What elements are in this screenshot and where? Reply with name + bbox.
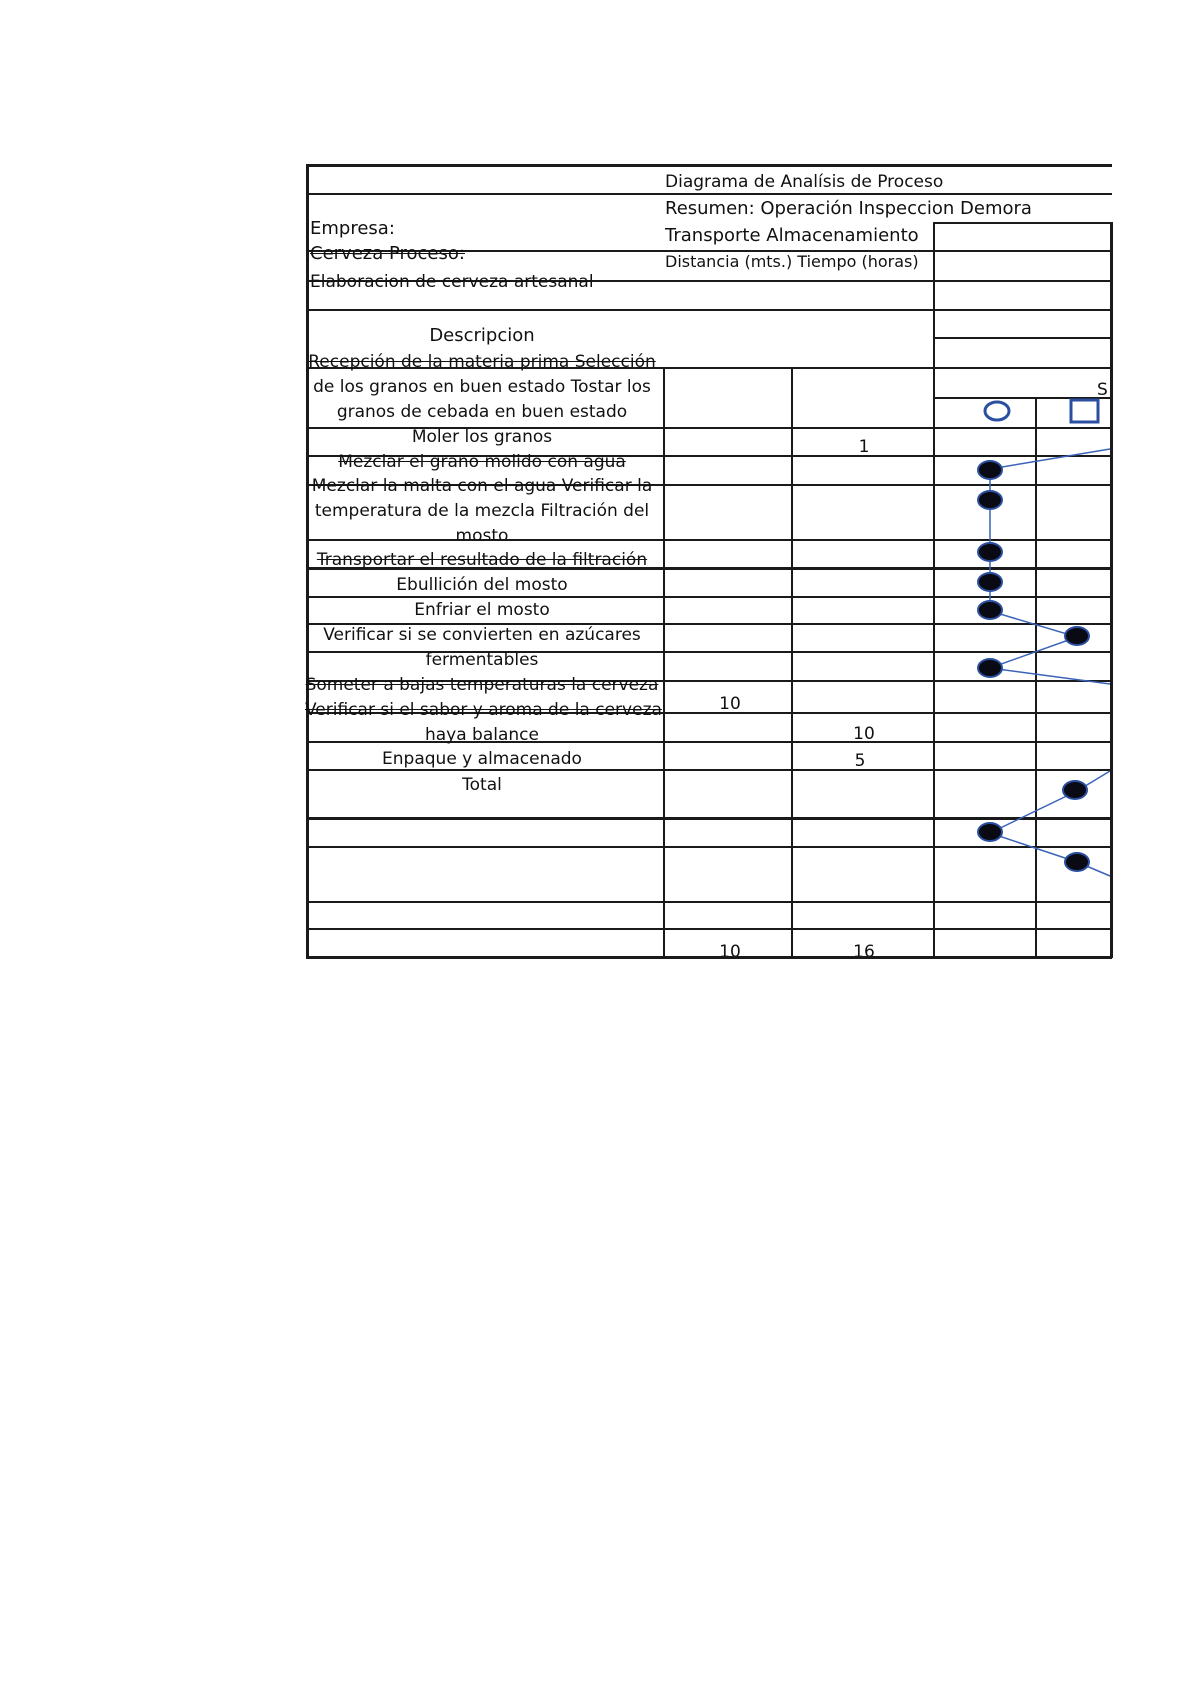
operation-dot bbox=[978, 543, 1002, 561]
resumen-label: Resumen: Operación Inspeccion Demora bbox=[665, 198, 1032, 219]
flow-connector bbox=[990, 611, 1077, 637]
desc-line: Moler los granos bbox=[411, 427, 553, 447]
descripcion-header: Descripcion bbox=[429, 325, 535, 346]
desc-line: temperatura de la mezcla Filtración del bbox=[314, 501, 650, 521]
inspection-dot bbox=[1065, 627, 1089, 645]
operation-dot bbox=[978, 823, 1002, 841]
desc-line: haya balance bbox=[424, 725, 539, 745]
desc-line: Someter a bajas temperaturas la cerveza bbox=[305, 675, 659, 695]
diagram-title: Diagrama de Analísis de Proceso bbox=[665, 172, 944, 192]
distancia-value: 10 bbox=[719, 694, 741, 714]
distancia-label: Distancia (mts.) Tiempo (horas) bbox=[665, 252, 919, 271]
desc-line: Enpaque y almacenado bbox=[382, 749, 582, 769]
flow-connector bbox=[990, 791, 1077, 833]
flow-connector bbox=[990, 668, 1110, 684]
desc-line: Mezclar el grano molido con agua bbox=[338, 452, 626, 472]
desc-line-total: Total bbox=[462, 775, 502, 795]
flow-connector bbox=[990, 833, 1077, 862]
desc-line: Enfriar el mosto bbox=[414, 600, 550, 620]
flow-connector bbox=[990, 449, 1110, 469]
empresa-label: Empresa: bbox=[310, 218, 395, 239]
tiempo-value: 5 bbox=[854, 751, 866, 771]
square-icon bbox=[1071, 400, 1098, 422]
operation-dot bbox=[978, 659, 1002, 677]
desc-line: Mezclar la malta con el agua Verificar la bbox=[311, 476, 653, 496]
s-column-label: S bbox=[1097, 380, 1108, 400]
operation-dot bbox=[978, 601, 1002, 619]
desc-line: de los granos en buen estado Tostar los bbox=[313, 377, 651, 397]
operation-dot bbox=[978, 461, 1002, 479]
total-distancia: 10 bbox=[719, 942, 741, 956]
desc-line: Ebullición del mosto bbox=[396, 575, 568, 595]
circle-icon bbox=[985, 402, 1009, 420]
inspection-dot bbox=[1063, 781, 1087, 799]
tiempo-value: 1 bbox=[858, 437, 870, 457]
desc-line: fermentables bbox=[425, 650, 539, 670]
elaboracion-label: Elaboracion de cerveza artesanal bbox=[310, 272, 594, 292]
tiempo-value: 10 bbox=[853, 724, 875, 744]
cerveza-proceso-label: Cerveza Proceso: bbox=[310, 243, 465, 264]
desc-line: Transportar el resultado de la filtración bbox=[316, 550, 648, 570]
transporte-label: Transporte Almacenamiento bbox=[665, 225, 919, 246]
flow-connector bbox=[990, 637, 1077, 668]
total-tiempo: 16 bbox=[853, 942, 875, 956]
desc-line: Recepción de la materia prima Selección bbox=[308, 352, 656, 372]
operation-dot bbox=[978, 491, 1002, 509]
desc-line: mosto bbox=[455, 526, 509, 540]
desc-line: Verificar si el sabor y aroma de la cerveza bbox=[305, 700, 662, 720]
operation-dot bbox=[978, 573, 1002, 591]
desc-line: granos de cebada en buen estado bbox=[336, 402, 628, 422]
inspection-dot bbox=[1065, 853, 1089, 871]
desc-line: Verificar si se convierten en azúcares bbox=[323, 625, 641, 645]
